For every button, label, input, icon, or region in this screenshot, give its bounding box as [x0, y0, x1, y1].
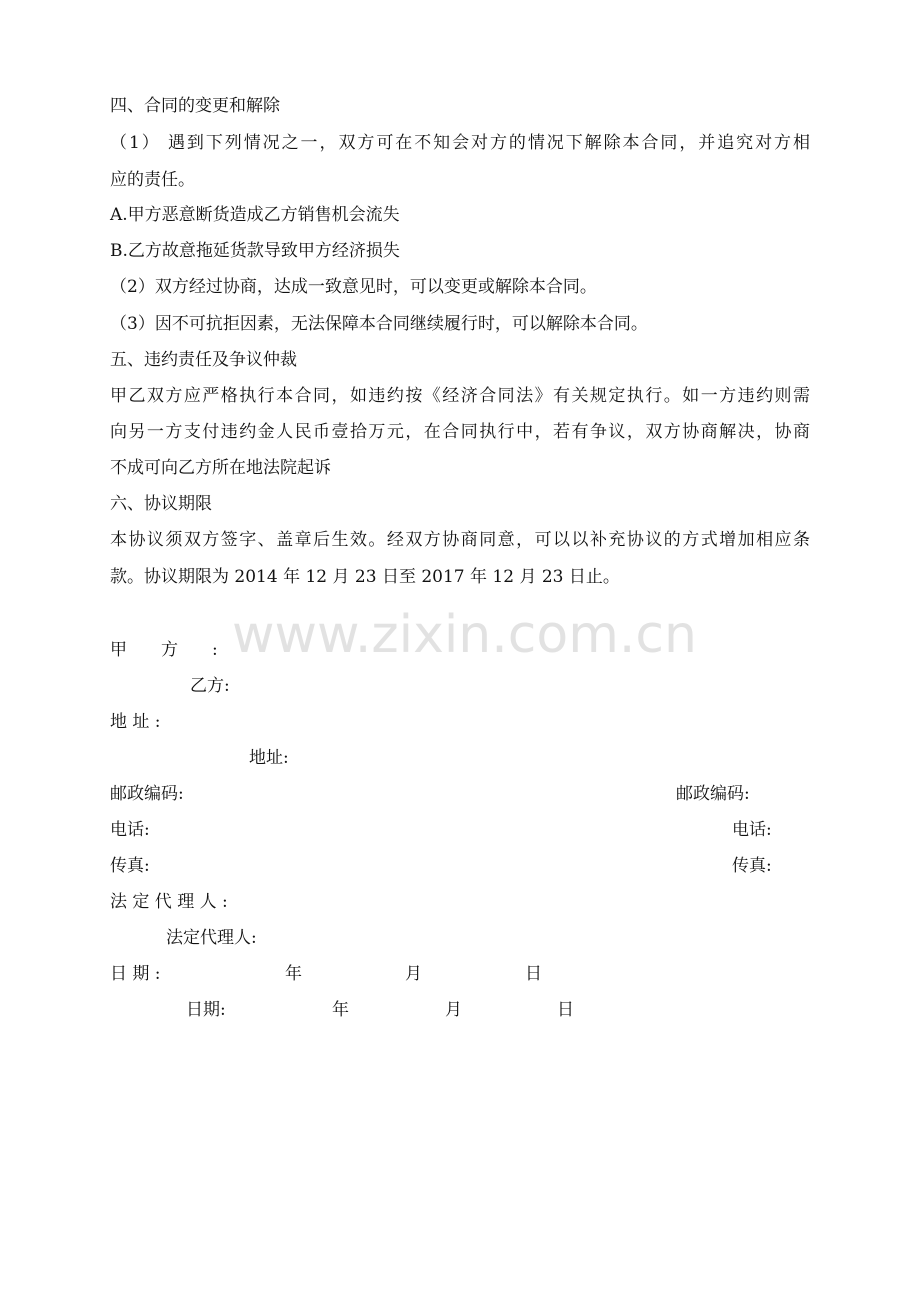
party-a-label: 甲 方 :: [110, 640, 218, 660]
party-b-label: 乙方:: [190, 676, 230, 696]
section5-para-line2: 向另一方支付违约金人民币壹拾万元，在合同执行中，若有争议，双方协商解决，协商: [110, 422, 810, 442]
fax-b-label: 传真:: [732, 856, 772, 876]
date-b-month: 月: [445, 1000, 462, 1020]
phone-a-label: 电话:: [110, 820, 150, 840]
address-b-label: 地址:: [249, 748, 289, 768]
date-b-day: 日: [557, 1000, 574, 1020]
phone-b-label: 电话:: [732, 820, 772, 840]
postcode-b-label: 邮政编码:: [676, 784, 750, 804]
date-b-year: 年: [332, 1000, 349, 1020]
section6-heading: 六、协议期限: [110, 494, 212, 514]
fax-a-label: 传真:: [110, 856, 150, 876]
section6-para-line2: 款。协议期限为 2014 年 12 月 23 日至 2017 年 12 月 23 日止。: [110, 567, 620, 587]
section5-para-line1: 甲乙双方应严格执行本合同，如违约按《经济合同法》有关规定执行。如一方违约则需: [110, 386, 810, 406]
section6-para-line1: 本协议须双方签字、盖章后生效。经双方协商同意，可以以补充协议的方式增加相应条: [110, 530, 810, 550]
postcode-a-label: 邮政编码:: [110, 784, 184, 804]
section4-item-b: B.乙方故意拖延货款导致甲方经济损失: [110, 241, 400, 261]
section4-item3: （3）因不可抗拒因素，无法保障本合同继续履行时，可以解除本合同。: [110, 314, 648, 334]
section5-para-line3: 不成可向乙方所在地法院起诉: [110, 458, 331, 478]
legal-rep-b-label: 法定代理人:: [166, 928, 257, 948]
section4-item1-line1: （1） 遇到下列情况之一，双方可在不知会对方的情况下解除本合同，并追究对方相: [110, 133, 810, 153]
legal-rep-a-label: 法 定 代 理 人 :: [110, 892, 228, 912]
section4-item2: （2）双方经过协商，达成一致意见时，可以变更或解除本合同。: [110, 277, 597, 297]
date-a-month: 月: [405, 964, 422, 984]
watermark: www.zixin.com.cn: [232, 605, 697, 665]
date-a-year: 年: [285, 964, 302, 984]
section4-item-a: A.甲方恶意断货造成乙方销售机会流失: [110, 205, 400, 225]
date-a-day: 日: [525, 964, 542, 984]
section4-heading: 四、合同的变更和解除: [110, 96, 280, 116]
date-a-label: 日 期 :: [110, 964, 161, 984]
date-b-label: 日期:: [186, 1000, 226, 1020]
section5-heading: 五、违约责任及争议仲裁: [110, 350, 297, 370]
section4-item1-line2: 应的责任。: [110, 170, 195, 190]
address-a-label: 地 址 :: [110, 712, 161, 732]
